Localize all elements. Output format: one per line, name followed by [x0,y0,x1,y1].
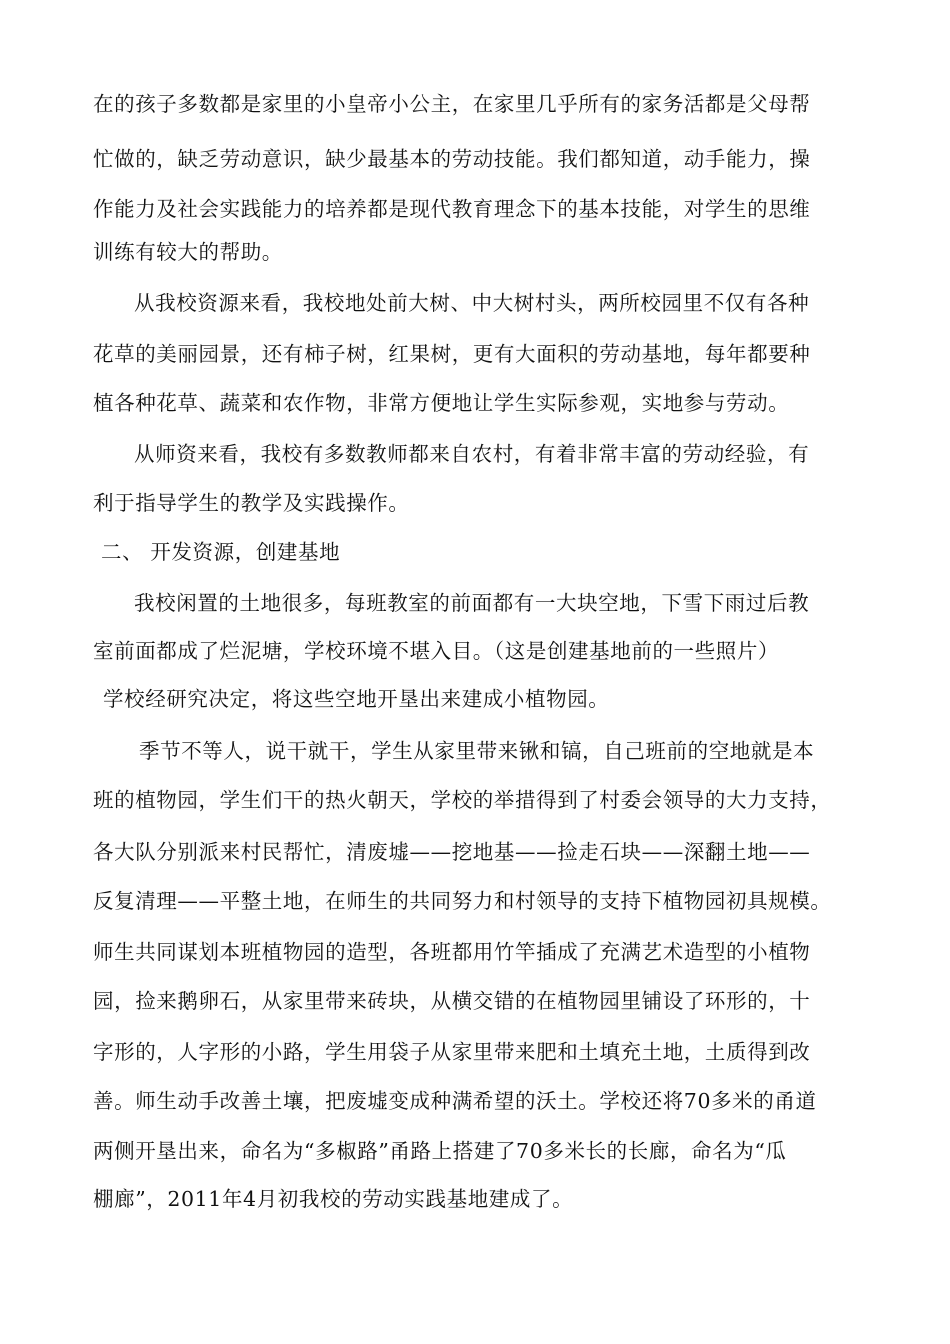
paragraph-line: 忙做的，缺乏劳动意识，缺少最基本的劳动技能。我们都知道，动手能力，操 [93,147,811,171]
paragraph-line: 园，捡来鹅卵石，从家里带来砖块，从横交错的在植物园里铺设了环形的，十 [93,989,811,1013]
paragraph-line: 反复清理——平整土地，在师生的共同努力和村领导的支持下植物园初具规模。 [93,889,832,913]
paragraph-line: 利于指导学生的教学及实践操作。 [93,491,410,515]
paragraph-line: 各大队分别派来村民帮忙，清废墟——挖地基——捡走石块——深翻土地—— [93,840,811,864]
paragraph-line: 师生共同谋划本班植物园的造型，各班都用竹竿插成了充满艺术造型的小植物 [93,940,811,964]
paragraph-line: 从我校资源来看，我校地处前大树、中大树村头，两所校园里不仅有各种 [134,291,810,315]
paragraph-line: 植各种花草、蔬菜和农作物，非常方便地让学生实际参观，实地参与劳动。 [93,391,790,415]
paragraph-line: 班的植物园，学生们干的热火朝天，学校的举措得到了村委会领导的大力支持， [93,788,832,812]
paragraph-line: 字形的，人字形的小路，学生用袋子从家里带来肥和土填充土地，土质得到改 [93,1040,811,1064]
section-heading: 二、 开发资源，创建基地 [101,540,341,564]
paragraph-line: 室前面都成了烂泥塘，学校环境不堪入目。（这是创建基地前的一些照片） [93,639,780,663]
paragraph-line: 在的孩子多数都是家里的小皇帝小公主，在家里几乎所有的家务活都是父母帮 [93,92,811,116]
paragraph-line: 两侧开垦出来，命名为“多椒路”甬路上搭建了70多米长的长廊，命名为“瓜 [93,1139,787,1163]
paragraph-line: 我校闲置的土地很多，每班教室的前面都有一大块空地，下雪下雨过后教 [134,591,810,615]
paragraph-line: 学校经研究决定，将这些空地开垦出来建成小植物园。 [103,687,610,711]
paragraph-line: 季节不等人，说干就干，学生从家里带来锹和镐，自己班前的空地就是本 [139,739,815,763]
paragraph-line: 善。师生动手改善土壤，把废墟变成种满希望的沃土。学校还将70多米的甬道 [93,1089,817,1113]
paragraph-line: 作能力及社会实践能力的培养都是现代教育理念下的基本技能，对学生的思维 [93,197,811,221]
paragraph-line: 训练有较大的帮助。 [93,240,283,264]
paragraph-line: 棚廊”，2011年4月初我校的劳动实践基地建成了。 [93,1187,574,1211]
paragraph-line: 花草的美丽园景，还有柿子树，红果树，更有大面积的劳动基地，每年都要种 [93,342,811,366]
paragraph-line: 从师资来看，我校有多数教师都来自农村，有着非常丰富的劳动经验，有 [134,442,810,466]
